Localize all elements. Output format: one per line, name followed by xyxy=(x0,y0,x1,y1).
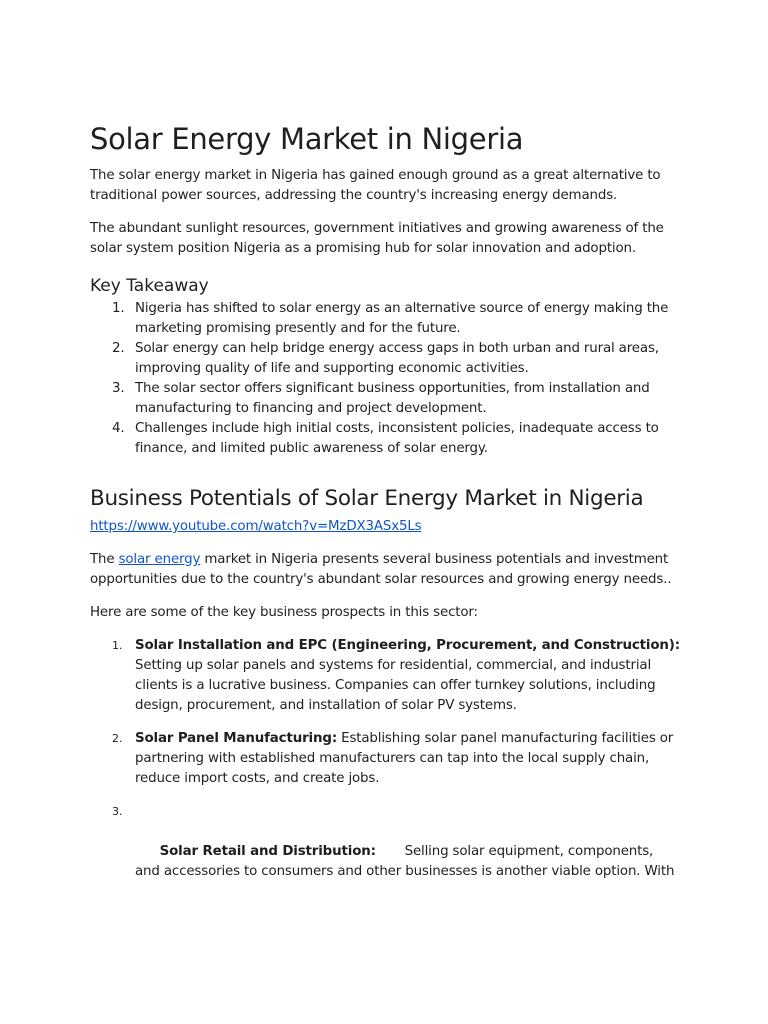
prospect-item xyxy=(90,636,680,716)
video-link-line xyxy=(90,517,680,537)
takeaway-text: Solar energy can help bridge energy access gaps in both urban and rural areas, improving quality of life and supporting economic activities. xyxy=(135,341,659,376)
takeaway-text: Nigeria has shifted to solar energy as an alternative source of energy making the marketing promising presently and for the future. xyxy=(135,301,669,336)
solar-energy-link[interactable]: solar energy xyxy=(118,552,201,567)
prospect-text: Setting up solar panels and systems for residential, commercial, and industrial clients is a lucrative business. Companies can offer turnkey solutions, including design, procurement, and installation of solar PV systems. xyxy=(135,658,656,713)
takeaway-item xyxy=(90,419,680,459)
key-takeaway-heading: Key Takeaway xyxy=(90,276,209,296)
takeaway-text: Challenges include high initial costs, inconsistent policies, inadequate access to finance, and limited public awareness of solar energy. xyxy=(135,421,659,456)
section-paragraph-1-end: market in Nigeria presents several business potentials and investment opportunities due to the country's abundant solar resources and growing energy needs.. xyxy=(90,552,672,587)
intro-paragraph-2: The abundant sunlight resources, government initiatives and growing awareness of the solar system position Nigeria as a promising hub for solar innovation and adoption. xyxy=(90,221,664,256)
prospect-title: Solar Panel Manufacturing: xyxy=(135,731,338,746)
list-number: 2. xyxy=(112,341,125,356)
business-prospects-list xyxy=(90,636,680,902)
list-number: 3. xyxy=(112,381,125,396)
prospect-title: Solar Retail and Distribution: xyxy=(159,844,376,859)
youtube-link[interactable]: https://www.youtube.com/watch?v=MzDX3ASx5Ls xyxy=(90,519,422,534)
prospect-text: Selling solar equipment, components, and accessories to consumers and other businesses is another viable option. With xyxy=(135,844,675,879)
takeaway-text: The solar sector offers significant business opportunities, from installation and manufacturing to financing and project development. xyxy=(135,381,650,416)
section-paragraph-2: Here are some of the key business prospects in this sector: xyxy=(90,605,478,620)
prospect-text: Establishing solar panel manufacturing facilities or partnering with established manufacturers can tap into the local supply chain, reduce import costs, and create jobs. xyxy=(135,731,674,786)
takeaway-item xyxy=(90,299,680,339)
list-number: 1. xyxy=(112,301,125,316)
page-title: Solar Energy Market in Nigeria xyxy=(90,122,524,156)
list-number: 1. xyxy=(112,639,123,652)
document-page xyxy=(90,120,680,915)
prospect-item xyxy=(90,802,680,902)
takeaway-item xyxy=(90,379,680,419)
intro-paragraph-1: The solar energy market in Nigeria has gained enough ground as a great alternative to traditional power sources, addressing the country's increasing energy demands. xyxy=(90,168,661,203)
takeaway-item xyxy=(90,339,680,379)
prospect-title: Solar Installation and EPC (Engineering, Procurement, and Construction): xyxy=(135,638,680,653)
section-paragraph-1-start: The xyxy=(90,552,119,567)
list-number: 4. xyxy=(112,421,125,436)
list-number: 2. xyxy=(112,732,123,745)
prospect-item xyxy=(90,729,680,789)
section-paragraph-1 xyxy=(90,550,680,590)
list-number: 3. xyxy=(112,805,123,818)
key-takeaway-list xyxy=(90,299,680,459)
section-heading: Business Potentials of Solar Energy Market in Nigeria xyxy=(90,486,644,511)
